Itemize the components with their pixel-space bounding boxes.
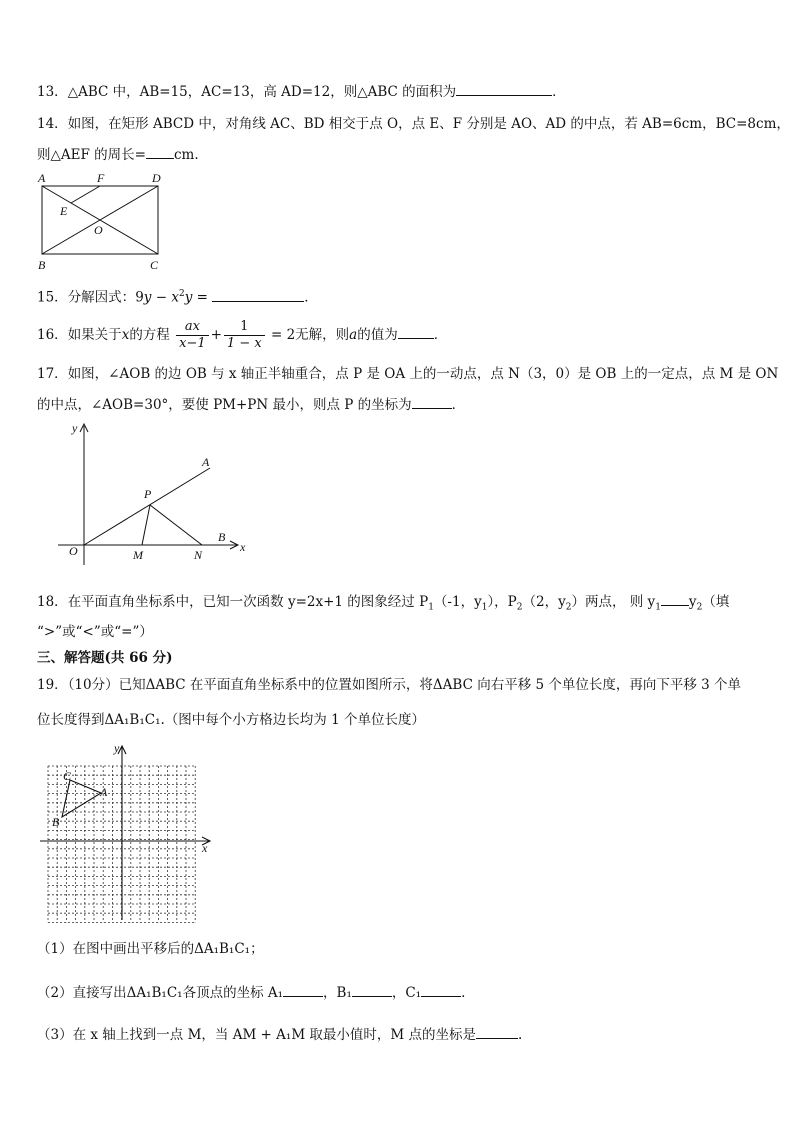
answer-blank-b1[interactable] (352, 984, 392, 997)
segment-fe (71, 186, 100, 203)
label-b: B (52, 815, 60, 829)
label-c: C (63, 769, 72, 783)
question-number: 18． (37, 594, 68, 610)
ray-oa (84, 468, 210, 545)
question-14-line-1 (37, 115, 790, 133)
question-19-line-2: 位长度得到ΔA₁B₁C₁.（图中每个小方格边长均为 1 个单位长度） (37, 712, 425, 728)
label-a: A (38, 171, 46, 185)
question-19-part-1: （1）在图中画出平移后的ΔA₁B₁C₁； (37, 941, 264, 957)
question-number: 17． (37, 366, 68, 382)
label-c: C (150, 258, 159, 272)
label-x: x (240, 540, 246, 554)
question-text: △ABC 中，AB=15，AC=13，高 AD=12，则△ABC 的面积为 (67, 84, 457, 100)
fraction-1-over-1-minus-x: $\frac{1}{1 - x}$ (224, 319, 265, 352)
question-15: 15．分解因式：$9y - x^2y$ = ． (37, 289, 318, 306)
answer-blank-a1[interactable] (283, 984, 323, 997)
label-a: A (100, 785, 108, 799)
answer-blank[interactable] (412, 396, 452, 409)
label-o: O (94, 223, 103, 237)
question-18-line-1: 18．在平面直角坐标系中，已知一次函数 y=2x+1 的图象经过 $P_1(-1$，$y_1$），$P_2(2$，$y_2$）两点， 则 $y_1$ $y_2$（填 (37, 594, 730, 613)
segment-pm (142, 505, 150, 545)
question-number: 13． (37, 84, 68, 100)
label-d: D (152, 171, 161, 185)
answer-blank[interactable] (146, 146, 174, 159)
grid-figure (40, 740, 215, 925)
label-y: y (72, 421, 78, 435)
answer-blank[interactable] (456, 83, 552, 96)
question-text: 如图，在矩形 ABCD 中，对角线 AC、BD 相交于点 O，点 E、F 分别是 AO、AD 的中点，若 AB=6cm，BC=8cm， (67, 116, 790, 132)
label-m: M (133, 548, 143, 562)
label-x: x (202, 841, 208, 855)
label-y: y (114, 741, 120, 755)
question-number: 15． (37, 289, 68, 306)
question-17-line-1: 17．如图，∠AOB 的边 OB 与 x 轴正半轴重合，点 P 是 OA 上的一动点，点 N（3，0）是 OB 上的一定点，点 M 是 ON (37, 366, 779, 382)
label-b: B (218, 530, 226, 544)
question-number: 16． (37, 327, 68, 343)
question-number: 14． (37, 116, 68, 132)
question-19-line-1: 19．（10分）已知ΔABC 在平面直角坐标系中的位置如图所示，将ΔABC 向右平移 5 个单位长度，再向下平移 3 个单 (37, 677, 742, 693)
fraction-ax-over-x-minus-1: $\frac{ax}{x-1}$ (176, 319, 209, 352)
label-n: N (194, 548, 203, 562)
segment-pn (150, 505, 202, 545)
answer-blank[interactable] (212, 289, 304, 302)
answer-blank-c1[interactable] (421, 984, 461, 997)
label-b: B (38, 258, 46, 272)
question-number: 19． (37, 677, 68, 693)
question-19-part-2: （2）直接写出ΔA₁B₁C₁各顶点的坐标 A₁ ，B₁ ，C₁ . (37, 985, 466, 1001)
label-e: E (60, 204, 68, 218)
answer-blank-m[interactable] (476, 1026, 518, 1039)
question-17-line-2: 的中点，∠AOB=30°，要使 PM+PN 最小，则点 P 的坐标为 ． (37, 397, 466, 413)
question-18-line-2: “>”或“<”或“=”） (37, 624, 153, 640)
question-19-part-3: （3）在 x 轴上找到一点 M，当 AM + A₁M 取最小值时，M 点的坐标是 . (37, 1027, 523, 1043)
section-title: 三、解答题(共 66 分) (37, 650, 173, 666)
angle-figure (52, 420, 262, 570)
question-13: 13．△ABC 中，AB=15，AC=13，高 AD=12，则△ABC 的面积为 ． (37, 84, 566, 100)
question-16: 16．如果关于x的方程 $\frac{ax}{x-1}$ + $\frac{1}{1 - x}$ = 2无解，则a的值为 ． (37, 319, 448, 351)
rectangle-figure (32, 168, 172, 274)
answer-blank[interactable] (398, 326, 434, 339)
label-a: A (202, 455, 210, 469)
answer-blank[interactable] (661, 593, 689, 606)
label-f: F (97, 171, 105, 185)
question-14-line-2: 则△AEF 的周长= cm. (37, 147, 199, 163)
triangle-abc (62, 780, 101, 817)
label-o: O (69, 544, 78, 558)
label-p: P (144, 487, 152, 501)
